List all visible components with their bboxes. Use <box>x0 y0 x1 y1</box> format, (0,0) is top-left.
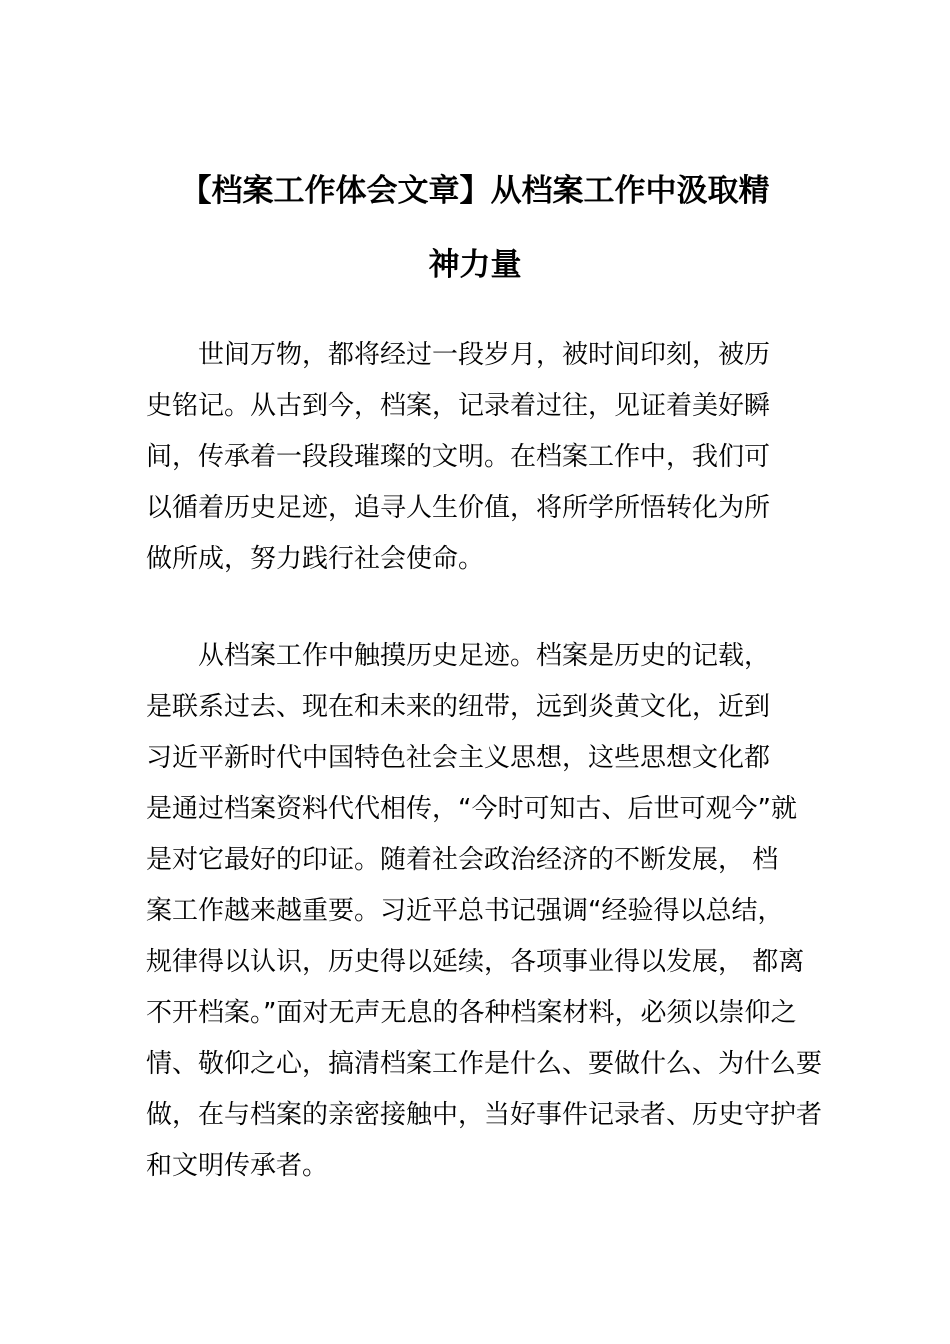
paragraph-line: 以循着历史足迹，追寻人生价值，将所学所悟转化为所 <box>146 493 771 523</box>
paragraph-line: 是通过档案资料代代相传，“今时可知古、后世可观今”就 <box>146 794 797 824</box>
paragraph-line: 案工作越来越重要。习近平总书记强调“经验得以总结， <box>146 896 784 926</box>
paragraph-line: 和文明传承者。 <box>146 1151 329 1181</box>
paragraph-line: 世间万物，都将经过一段岁月，被时间印刻，被历 <box>198 340 771 370</box>
document-title-line-1: 【档案工作体会文章】从档案工作中汲取精 <box>180 173 770 209</box>
paragraph-line: 不开档案。”面对无声无息的各种档案材料，必须以崇仰之 <box>146 998 797 1028</box>
paragraph-line: 规律得以认识，历史得以延续，各项事业得以发展， 都离 <box>146 947 805 977</box>
document-title-line-2: 神力量 <box>428 247 522 283</box>
paragraph-line: 从档案工作中触摸历史足迹。档案是历史的记载， <box>198 641 771 671</box>
paragraph-line: 习近平新时代中国特色社会主义思想，这些思想文化都 <box>146 743 771 773</box>
paragraph-1 <box>146 330 826 585</box>
paragraph-2 <box>146 631 826 1192</box>
paragraph-line: 史铭记。从古到今，档案，记录着过往，见证着美好瞬 <box>146 391 771 421</box>
paragraph-line: 做，在与档案的亲密接触中，当好事件记录者、历史守护者 <box>146 1100 823 1130</box>
paragraph-line: 做所成，努力践行社会使命。 <box>146 544 485 574</box>
paragraph-line: 是联系过去、现在和未来的纽带，远到炎黄文化，近到 <box>146 692 771 722</box>
paragraph-line: 情、敬仰之心，搞清档案工作是什么、要做什么、为什么要 <box>146 1049 823 1079</box>
paragraph-line: 间，传承着一段段璀璨的文明。在档案工作中，我们可 <box>146 442 771 472</box>
paragraph-line: 是对它最好的印证。随着社会政治经济的不断发展， 档 <box>146 845 779 875</box>
